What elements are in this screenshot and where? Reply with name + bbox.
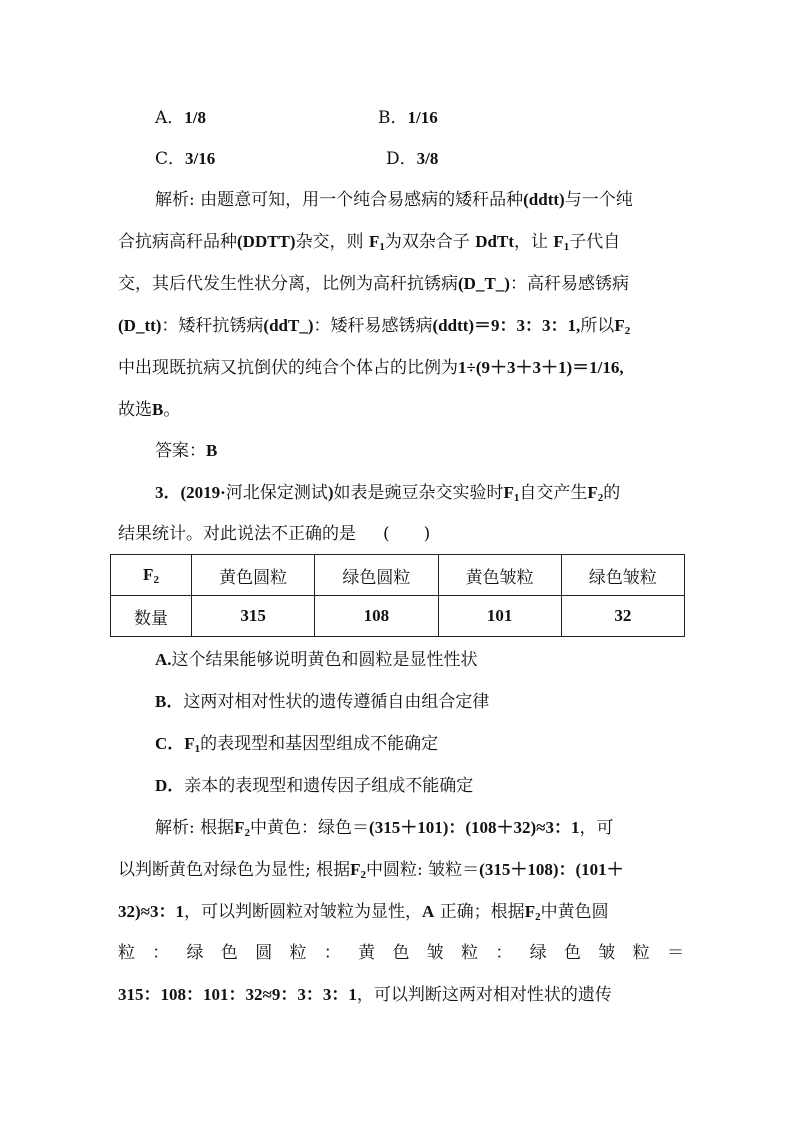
analysis-q3-line3: 32)≈3：1，可以判断圆粒对皱粒为显性，A 正确；根据$F_2$中黄色圆 [118, 902, 609, 923]
table-cell: 101 [438, 596, 561, 637]
analysis-q2-line5: 中出现既抗病又抗倒伏的纯合个体占的比例为1÷(9＋3＋3＋1)＝1/16, [118, 358, 624, 378]
table-header-cell: 绿色圆粒 [315, 555, 438, 596]
table-header-cell: 绿色皱粒 [561, 555, 684, 596]
choice-c: C．$F_1$的表现型和基因型组成不能确定 [155, 734, 439, 755]
option-c: C．3/16 [155, 149, 216, 169]
analysis-q3-line1: 解析: 根据$F_2$中黄色：绿色＝(315＋101)：(108＋32)≈3：1，可 [155, 818, 614, 839]
choice-a: A.这个结果能够说明黄色和圆粒是显性性状 [155, 650, 478, 670]
table-row [111, 596, 685, 637]
analysis-q2-line6: 故选B。 [118, 400, 181, 420]
question-3-stem-line1: 3．(2019·河北保定测试)如表是豌豆杂交实验时$F_1$自交产生$F_2$的 [155, 483, 621, 504]
choice-b: B．这两对相对性状的遗传遵循自由组合定律 [155, 692, 490, 712]
f2-result-table [110, 554, 685, 637]
table-cell: 32 [561, 596, 684, 637]
analysis-q3-line4: 粒 ： 绿 色 圆 粒 ： 黄 色 皱 粒 ： 绿 色 皱 粒 ＝ [118, 943, 684, 963]
choice-d: D．亲本的表现型和遗传因子组成不能确定 [155, 776, 474, 796]
table-cell: 315 [192, 596, 315, 637]
table-header-f2: $F_2$ [111, 555, 192, 596]
question-3-stem-line2: 结果统计。对此说法不正确的是 ( ) [118, 524, 431, 544]
analysis-q3-line5: 315：108：101：32≈9：3：3：1，可以判断这两对相对性状的遗传 [118, 985, 612, 1005]
option-b: B．1/16 [378, 108, 438, 128]
answer-q2: 答案：B [155, 441, 218, 461]
table-row-label: 数量 [111, 596, 192, 637]
analysis-q2-line1: 解析: 由题意可知，用一个纯合易感病的矮秆品种(ddtt)与一个纯 [155, 190, 633, 210]
analysis-q2-line2: 合抗病高秆品种(DDTT)杂交，则 $F_1$为双杂合子 DdTt，让 $F_1$子代自 [118, 232, 621, 253]
table-cell: 108 [315, 596, 438, 637]
analysis-q3-line2: 以判断黄色对绿色为显性; 根据$F_2$中圆粒: 皱粒＝(315＋108)：(101＋ [118, 860, 624, 881]
table-header-cell: 黄色圆粒 [192, 555, 315, 596]
table-header-cell: 黄色皱粒 [438, 555, 561, 596]
analysis-q2-line3: 交，其后代发生性状分离，比例为高秆抗锈病(D_T_)：高秆易感锈病 [118, 274, 629, 294]
option-a: A．1/8 [155, 108, 207, 128]
analysis-q2-line4: (D_tt)：矮秆抗锈病(ddT_)：矮秆易感锈病(ddtt)＝9：3：3：1,所以$F_2$ [118, 316, 631, 337]
option-d: D．3/8 [386, 149, 439, 169]
table-header-row [111, 555, 685, 596]
